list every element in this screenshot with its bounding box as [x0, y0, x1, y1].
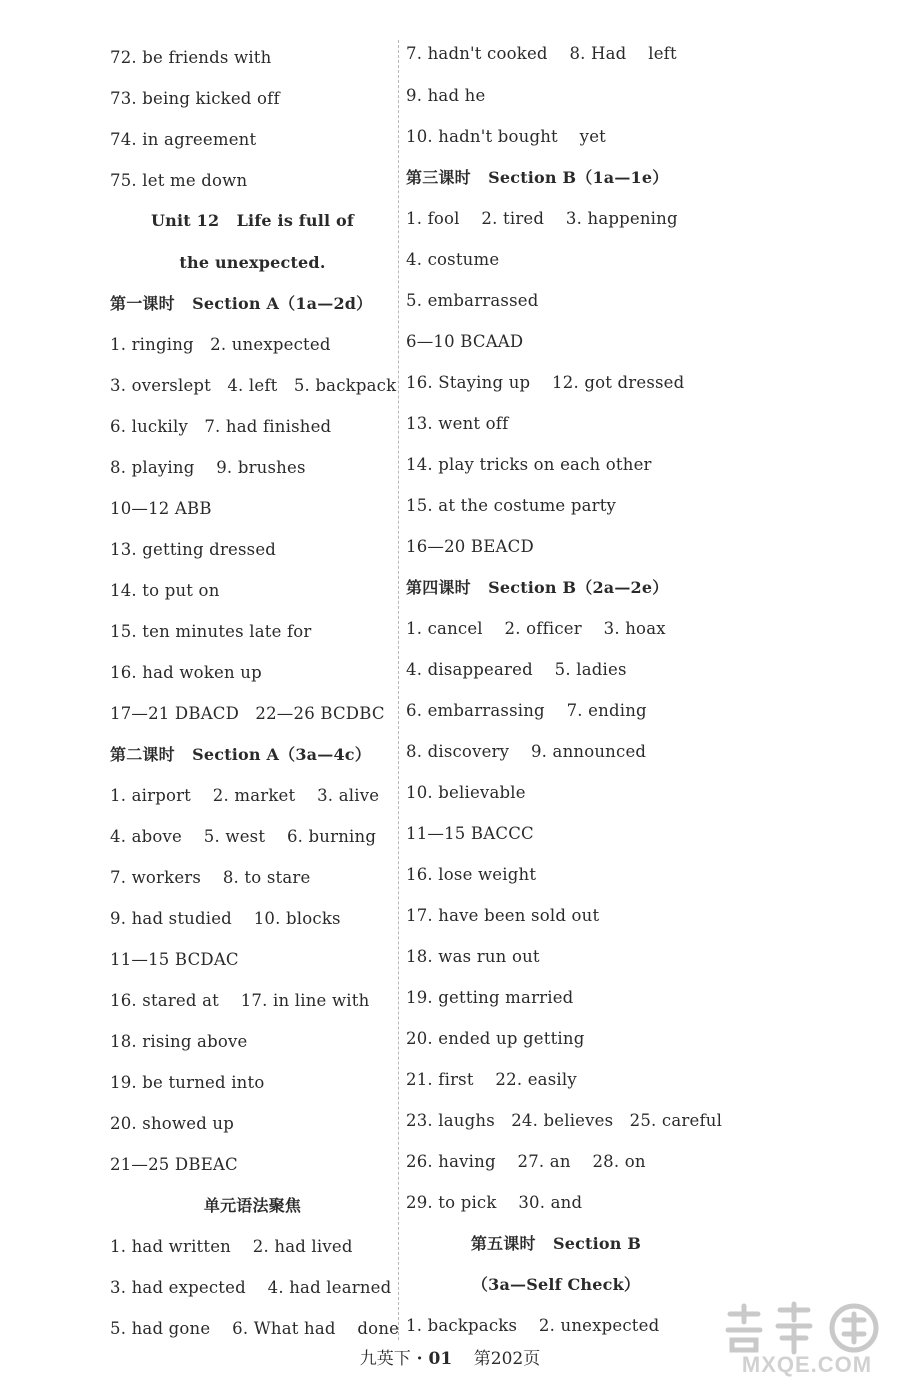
answer-line: 21—25 DBEAC [110, 1155, 238, 1174]
answer-line: 6. embarrassing 7. ending [406, 701, 647, 720]
section-heading: 第二课时 Section A（3a—4c） [110, 745, 371, 764]
answer-line: 14. play tricks on each other [406, 455, 652, 474]
section-heading: 第一课时 Section A（1a—2d） [110, 294, 373, 313]
answer-line: 16. stared at 17. in line with [110, 991, 370, 1010]
answer-line: 1. cancel 2. officer 3. hoax [406, 619, 666, 638]
answer-line: 1. had written 2. had lived [110, 1237, 353, 1256]
answer-line: 1. backpacks 2. unexpected [406, 1316, 660, 1335]
answer-line: 10—12 ABB [110, 499, 212, 518]
answer-line: 4. disappeared 5. ladies [406, 660, 627, 679]
answer-line: 13. went off [406, 414, 509, 433]
watermark-logo-icon [718, 1300, 896, 1356]
answer-line: 20. ended up getting [406, 1029, 585, 1048]
section-heading: 第五课时 Section B [470, 1234, 642, 1253]
answer-line: 29. to pick 30. and [406, 1193, 583, 1212]
answer-line: 8. discovery 9. announced [406, 742, 647, 761]
column-divider [398, 40, 399, 1340]
answer-line: 10. hadn't bought yet [406, 127, 606, 146]
answer-line: 19. be turned into [110, 1073, 265, 1092]
answer-line: 75. let me down [110, 171, 248, 190]
answer-line: 7. hadn't cooked 8. Had left [406, 44, 677, 63]
answer-line: 6. luckily 7. had finished [110, 417, 332, 436]
answer-line: 19. getting married [406, 988, 574, 1007]
section-heading: Unit 12 Life is full of [150, 211, 354, 230]
watermark-text: MXQE.COM [741, 1352, 873, 1377]
answer-line: 1. airport 2. market 3. alive [110, 786, 380, 805]
answer-line: 14. to put on [110, 581, 220, 600]
answer-line: 9. had he [406, 86, 486, 105]
answer-line: 26. having 27. an 28. on [406, 1152, 646, 1171]
footer-book: 九英下 [359, 1349, 411, 1369]
section-heading: 第三课时 Section B（1a—1e） [406, 168, 669, 187]
section-heading: 单元语法聚焦 [203, 1196, 302, 1215]
answer-line: 16. Staying up 12. got dressed [406, 373, 685, 392]
answer-line: 1. fool 2. tired 3. happening [406, 209, 678, 228]
answer-line: 13. getting dressed [110, 540, 277, 559]
answer-line: 21. first 22. easily [406, 1070, 577, 1089]
answer-line: 4. costume [406, 250, 500, 269]
answer-line: 4. above 5. west 6. burning [110, 827, 377, 846]
answer-line: 17. have been sold out [406, 906, 600, 925]
section-heading: the unexpected. [179, 253, 326, 272]
answer-line: 11—15 BCDAC [110, 950, 239, 969]
footer-code: 01 [428, 1349, 453, 1369]
watermark [718, 1300, 896, 1384]
section-heading: （3a—Self Check） [471, 1275, 641, 1294]
answer-line: 18. was run out [406, 947, 540, 966]
answer-line: 8. playing 9. brushes [110, 458, 306, 477]
answer-line: 16. lose weight [406, 865, 537, 884]
footer-dot: · [410, 1349, 429, 1369]
answer-line: 3. overslept 4. left 5. backpack [110, 376, 397, 395]
answer-line: 16. had woken up [110, 663, 262, 682]
answer-line: 9. had studied 10. blocks [110, 909, 341, 928]
answer-line: 15. ten minutes late for [110, 622, 312, 641]
section-heading: 第四课时 Section B（2a—2e） [406, 578, 669, 597]
answer-line: 18. rising above [110, 1032, 248, 1051]
answer-line: 23. laughs 24. believes 25. careful [406, 1111, 723, 1130]
answer-line: 74. in agreement [110, 130, 257, 149]
answer-line: 73. being kicked off [110, 89, 280, 108]
answer-line: 1. ringing 2. unexpected [110, 335, 331, 354]
answer-line: 3. had expected 4. had learned [110, 1278, 392, 1297]
answer-line: 5. had gone 6. What had done [110, 1319, 400, 1338]
answer-line: 15. at the costume party [406, 496, 617, 515]
answer-line: 7. workers 8. to stare [110, 868, 311, 887]
answer-line: 17—21 DBACD 22—26 BCDBC [110, 704, 385, 723]
answer-line: 10. believable [406, 783, 526, 802]
footer-page-number: 第202页 [452, 1349, 541, 1369]
answer-line: 5. embarrassed [406, 291, 539, 310]
answer-line: 20. showed up [110, 1114, 234, 1133]
answer-line: 72. be friends with [110, 48, 272, 67]
answer-line: 6—10 BCAAD [406, 332, 524, 351]
answer-line: 16—20 BEACD [406, 537, 534, 556]
answer-line: 11—15 BACCC [406, 824, 534, 843]
